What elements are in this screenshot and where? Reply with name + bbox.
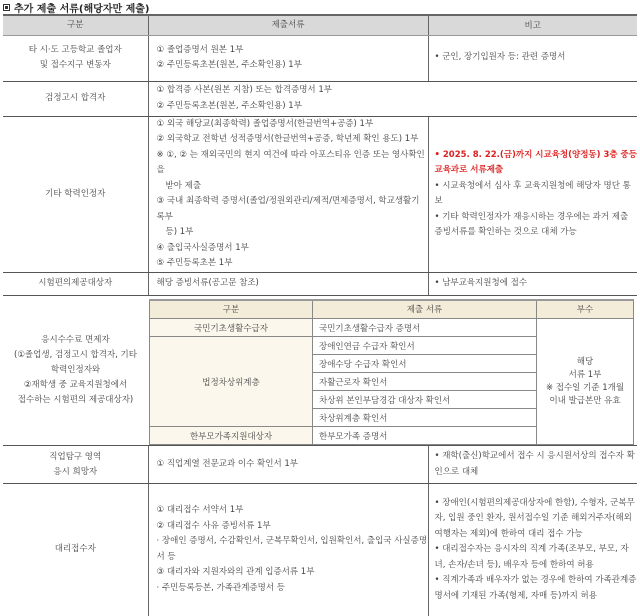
note-item: • 시교육청에서 심사 후 교육지원청에 해당자 명단 통보 [434,180,631,206]
category-text: 직업탐구 영역 [49,451,102,462]
deadline-note: • 2025. 8. 22.(금)까지 시교육청(양정동) 3층 중등교육과로 서류제출 [434,149,637,175]
doc-item: ① 합격증 사본(원본 지참) 또는 합격증명서 1부 [156,85,332,95]
sub-doc: 차상위 본인부담경감 대상자 확인서 [313,391,537,409]
table-row [3,116,637,272]
doc-subitem: · 주민등록등본, 가족관계증명서 등 [156,582,285,593]
table-row [3,35,637,81]
note-item: • 대리접수자는 응시자의 직계 가족(조부모, 부모, 자녀, 손자/손녀 등), 배우자 등에 한하여 허용 [434,544,629,570]
note-item: • 장애인(시험편의제공대상자에 한함), 수형자, 군복무자, 입원 중인 환자, 원서접수일 기준 해외거주자(해외 여행자는 제외)에 한하여 대리 접수 가능 [434,497,635,539]
sub-header: 부수 [537,300,634,319]
sub-doc: 국민기초생활수급자 증명서 [313,319,537,337]
table-row [3,446,637,484]
sub-header: 제출 서류 [313,300,537,319]
doc-item: 해당 증빙서류(공고문 참조) [156,277,259,288]
header-documents: 제출서류 [148,15,428,35]
doc-item: ② 주민등록초본(원본, 주소확인용) 1부 [156,100,302,111]
sub-doc: 자활근로자 확인서 [313,373,537,391]
note-item: • 남부교육지원청에 접수 [434,277,528,288]
doc-item: ① 외국 해당교(최종학력) 졸업증명서(한글번역+공증) 1부 [156,118,374,129]
category-text: 대리접수자 [54,544,96,555]
doc-note: ※ ①, ② 는 재외국민의 현지 여건에 따라 아포스티유 인증 또는 영사확인을 [156,149,425,175]
copies-text: 이내 발급본만 유효 [549,395,621,406]
category-text: 검정고시 합격자 [45,93,106,103]
table-row [3,484,637,616]
doc-item: ② 대리접수 사유 증빙서류 1부 [156,520,271,531]
doc-subitem: · 장애인 증명서, 수감확인서, 군복무확인서, 입원확인서, 출입국 사실증명서 등 [156,536,428,562]
copies-text: 해당 [576,356,594,367]
documents-table [3,14,637,616]
doc-item: ① 대리접수 서약서 1부 [156,505,244,516]
sub-doc: 장애수당 수급자 확인서 [313,355,537,373]
category-text: ②재학생 중 교육지원청에서 [23,379,128,390]
copies-text: 서류 1부 [568,369,602,380]
fee-exemption-subtable [149,299,634,446]
note-item: • 직계가족과 배우자가 없는 경우에 한하여 가족관계증명서에 기재된 가족(형제, 자매 등)까지 허용 [434,575,637,601]
doc-item: ⑤ 주민등록초본 1부 [156,258,233,268]
category-text: 응시 희망자 [53,466,98,477]
category-text: (①졸업생, 검정고시 합격자, 기타 [14,349,137,360]
category-text: 응시수수료 면제자 [41,334,110,345]
copies-text: ※ 접수일 기준 1개월 [545,382,625,393]
table-row [3,272,637,295]
doc-item: ③ 대리자와 지원자와의 관계 입증서류 1부 [156,567,315,578]
table-row [3,295,637,446]
sub-group: 법정차상위계층 [150,337,313,427]
note-item: • 재학(출신)학교에서 접수 시 응시원서상의 접수자 확인으로 대체 [434,451,635,477]
table-row [3,81,637,116]
doc-item: ② 외국학교 전학년 성적증명서(한글번역+공증, 학년제 확인 용도) 1부 [156,134,419,144]
sub-group: 국민기초생활수급자 [150,319,313,337]
section-title: 추가 제출 서류(해당자만 제출) [3,0,150,14]
table-header [3,15,637,35]
category-text: 및 접수지구 변동자 [39,60,111,70]
sub-doc: 장애인연금 수급자 확인서 [313,337,537,355]
category-text: 학력인정자와 [50,364,101,375]
sub-doc: 한부모가족 증명서 [313,427,537,445]
sub-group: 한부모가족지원대상자 [150,427,313,445]
doc-item: ① 직업계열 전문교과 이수 확인서 1부 [156,458,298,469]
category-text: 접수하는 시험편의 제공대상자) [17,394,134,405]
doc-note: 받아 제출 [165,180,202,191]
doc-item: 등) 1부 [165,227,194,237]
sub-header: 구분 [150,300,313,319]
category-text: 시험편의제공대상자 [38,278,113,288]
doc-item: ② 주민등록초본(원본, 주소확인용) 1부 [156,60,302,70]
note-item: • 군인, 장기입원자 등: 관련 증명서 [434,52,566,63]
header-category: 구분 [3,15,148,35]
note-item: • 기타 학력인정자가 재응시하는 경우에는 과거 제출 증빙서류를 확인하는 것으로 대체 가능 [434,211,629,237]
square-bullet-icon [3,4,10,11]
header-notes: 비고 [428,15,637,35]
category-text: 기타 학력인정자 [45,188,106,199]
doc-item: ③ 국내 최종학력 증명서(졸업/정원외관리/제적/면제증명서, 학교생활기록부 [156,196,420,222]
doc-item: ① 졸업증명서 원본 1부 [156,44,244,55]
category-text: 타 시·도 고등학교 졸업자 [28,45,122,55]
sub-doc: 차상위계층 확인서 [313,409,537,427]
doc-item: ④ 출입국사실증명서 1부 [156,242,249,253]
